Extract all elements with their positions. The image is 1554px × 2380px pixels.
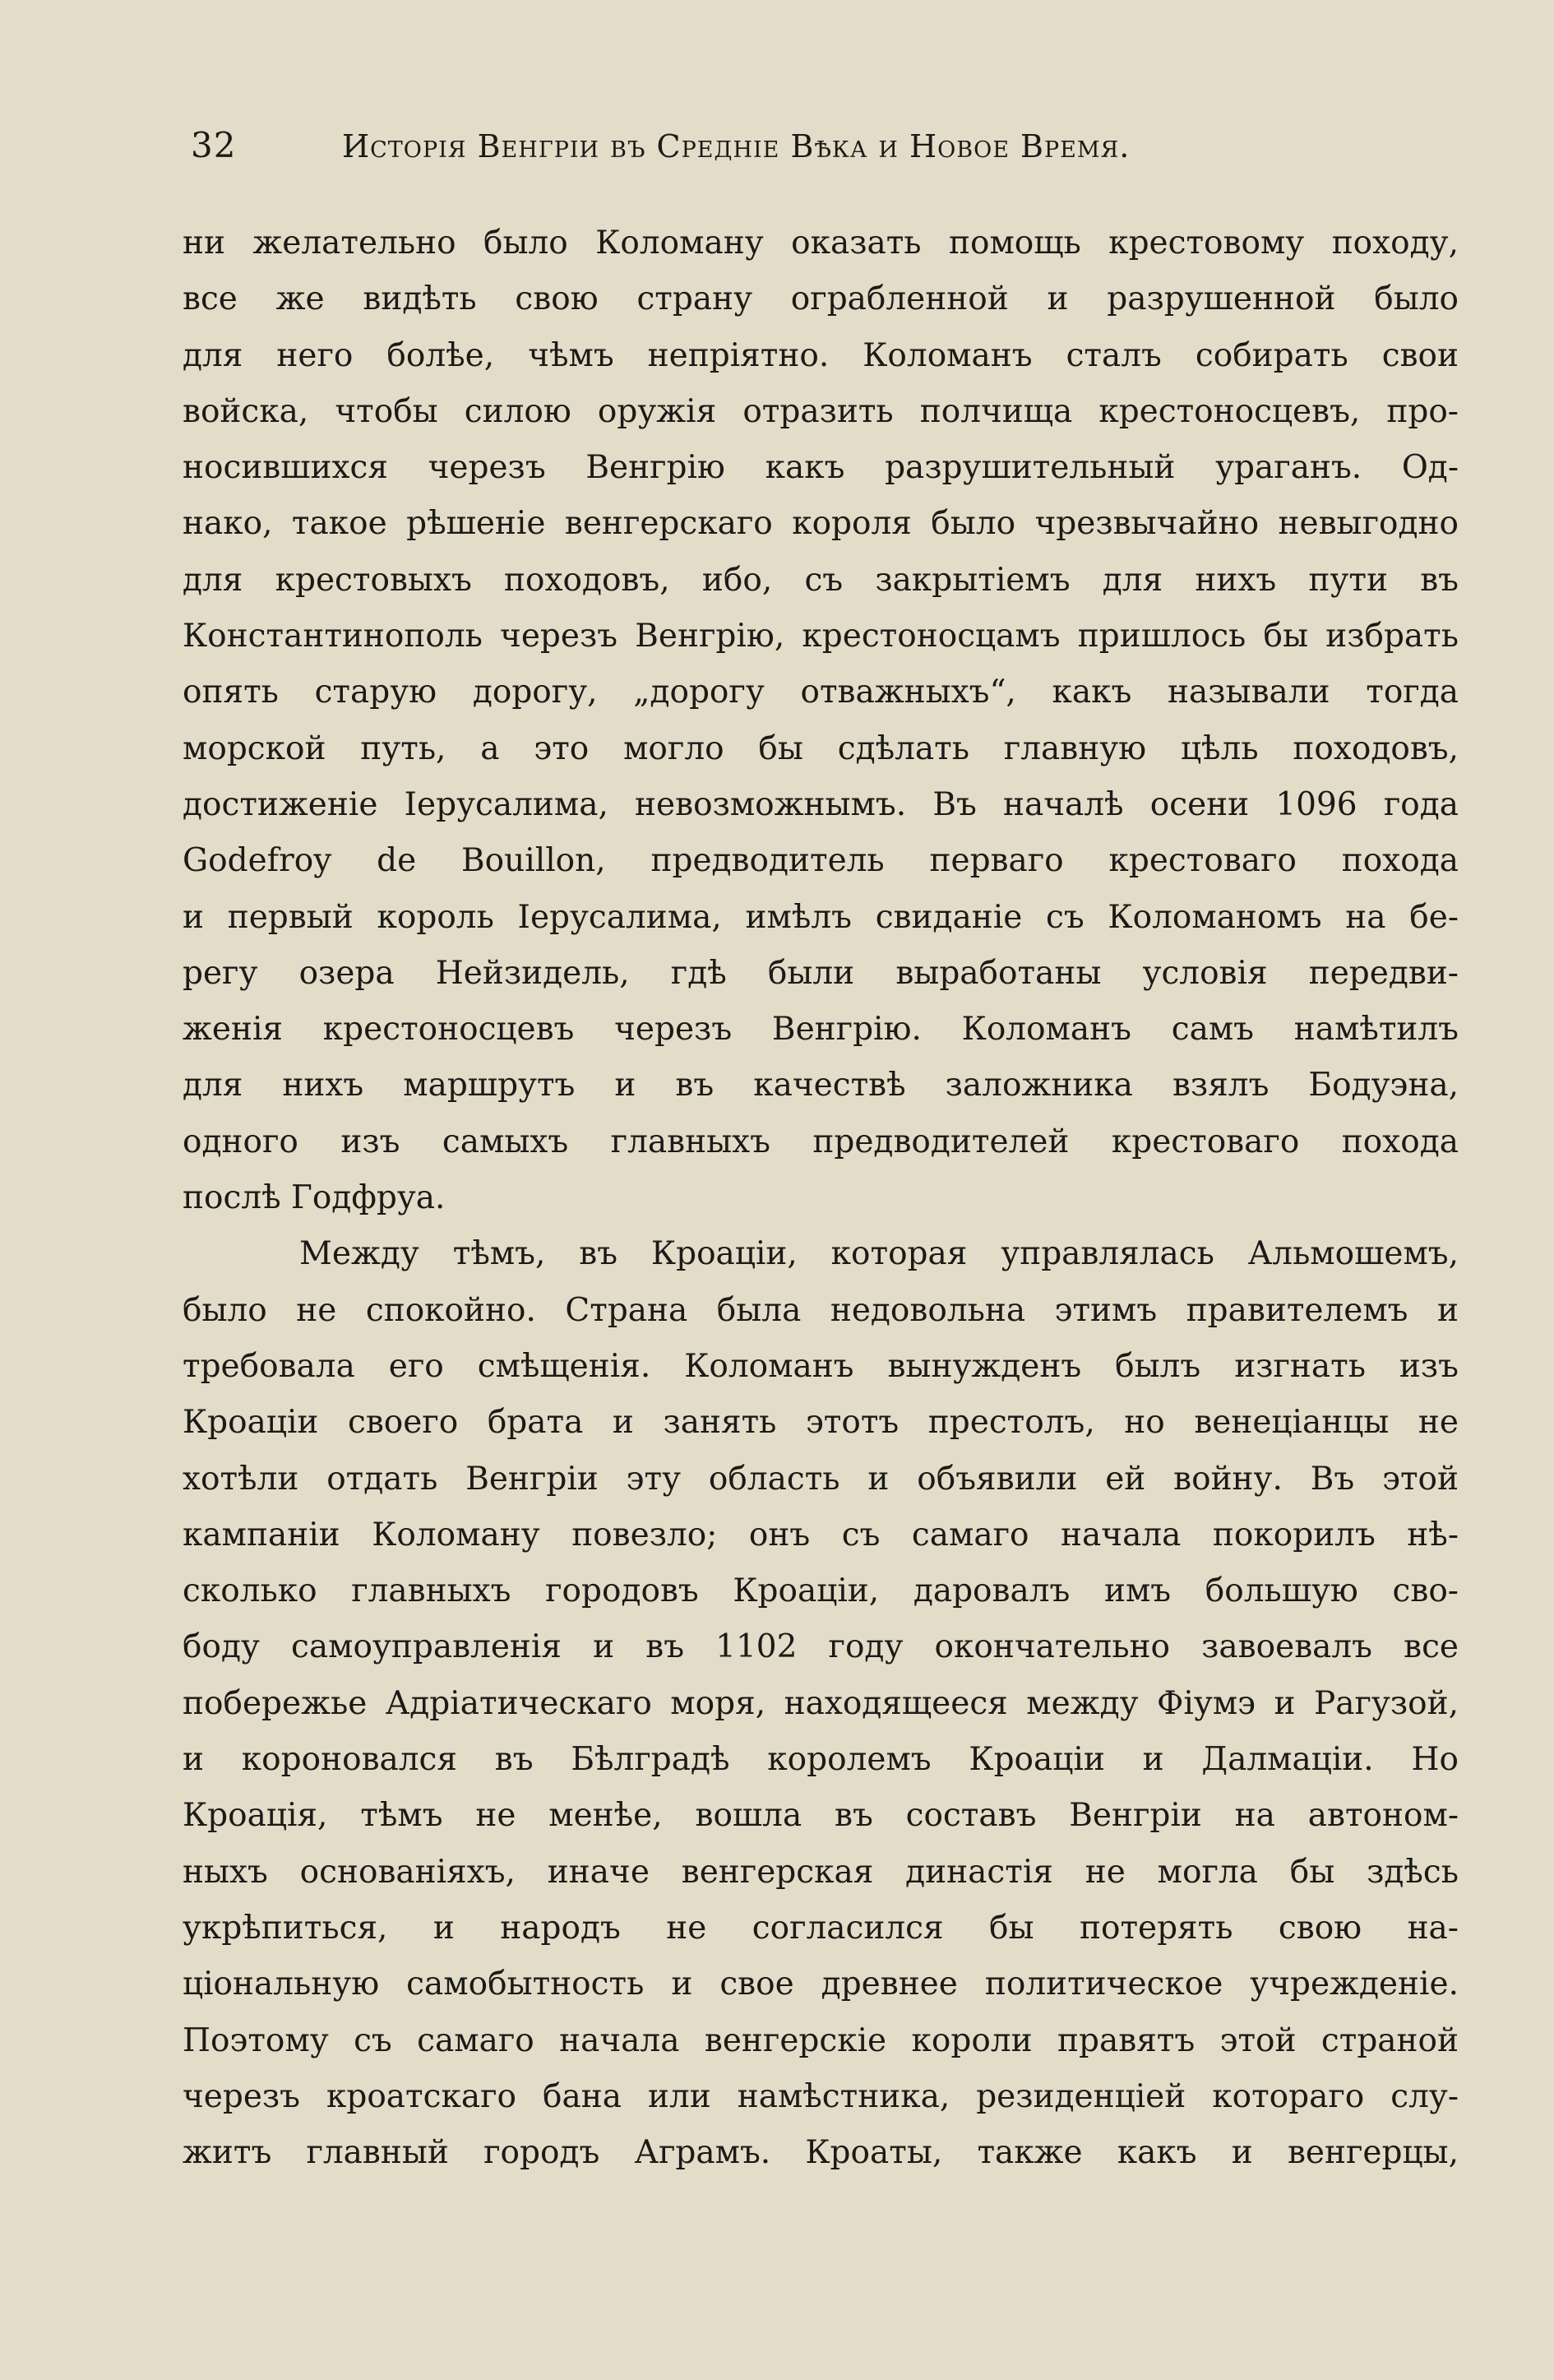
text-line: Между тѣмъ, въ Кроаціи, которая управлялась Альмошемъ, xyxy=(299,1235,1459,1273)
text-line: опять старую дорогу, „дорогу отважныхъ“, какъ называли тогда xyxy=(183,674,1459,711)
text-line: регу озера Нейзидель, гдѣ были выработаны условія передви- xyxy=(183,954,1459,992)
text-line: Кроація, тѣмъ не менѣе, вошла въ составъ Венгріи на автоном- xyxy=(183,1797,1459,1835)
text-line: послѣ Годфруа. xyxy=(183,1179,446,1217)
paragraph-1 xyxy=(183,215,1459,1226)
text-line: войска, чтобы силою оружія отразить полчища крестоносцевъ, про- xyxy=(183,392,1459,430)
text-line: черезъ кроатскаго бана или намѣстника, резиденціей котораго слу- xyxy=(183,2077,1459,2115)
text-line: Кроаціи своего брата и занять этотъ престолъ, но венеціанцы не xyxy=(183,1404,1459,1442)
text-line: ни желательно было Коломану оказать помощь крестовому походу, xyxy=(183,225,1459,262)
text-line: морской путь, а это могло бы сдѣлать главную цѣль походовъ, xyxy=(183,729,1459,767)
text-line: носившихся черезъ Венгрію какъ разрушительный ураганъ. Од- xyxy=(183,449,1459,487)
text-line: для крестовыхъ походовъ, ибо, съ закрытіемъ для нихъ пути въ xyxy=(183,561,1459,599)
text-line: женія крестоносцевъ черезъ Венгрію. Коломанъ самъ намѣтилъ xyxy=(183,1011,1459,1049)
text-line: для него болѣе, чѣмъ непріятно. Коломанъ сталъ собирать свои xyxy=(183,336,1459,374)
text-line: достиженіе Іерусалима, невозможнымъ. Въ началѣ осени 1096 года xyxy=(183,785,1459,823)
text-line: ныхъ основаніяхъ, иначе венгерская династія не могла бы здѣсь xyxy=(183,1853,1459,1891)
text-line: все же видѣть свою страну ограбленной и разрушенной было xyxy=(183,280,1459,318)
text-line: было не спокойно. Страна была недовольна этимъ правителемъ и xyxy=(183,1291,1459,1329)
text-line: требовала его смѣщенія. Коломанъ вынужденъ былъ изгнать изъ xyxy=(183,1347,1459,1385)
text-line: побережье Адріатическаго моря, находящееся между Фіумэ и Рагузой, xyxy=(183,1684,1459,1722)
text-line: житъ главный городъ Аграмъ. Кроаты, также какъ и венгерцы, xyxy=(183,2134,1459,2172)
paragraph-2 xyxy=(183,1226,1459,2181)
running-title: Исторія Венгріи въ Средніе Вѣка и Новое Время. xyxy=(342,128,1131,164)
text-line: и первый король Іерусалима, имѣлъ свиданіе съ Коломаномъ на бе- xyxy=(183,898,1459,936)
body-text xyxy=(183,215,1459,2181)
text-line: Godefroy de Bouillon, предводитель перваго крестоваго похода xyxy=(183,842,1459,880)
text-line: ціональную самобытность и свое древнее политическое учрежденіе. xyxy=(183,1966,1459,2003)
text-line: Константинополь черезъ Венгрію, крестоносцамъ пришлось бы избрать xyxy=(183,618,1459,655)
text-line: укрѣпиться, и народъ не согласился бы потерять свою на- xyxy=(183,1909,1459,1947)
text-line: Поэтому съ самаго начала венгерскіе короли правятъ этой страной xyxy=(183,2021,1459,2059)
text-line: сколько главныхъ городовъ Кроаціи, даровалъ имъ большую сво- xyxy=(183,1572,1459,1610)
page-number: 32 xyxy=(191,125,237,165)
text-line: одного изъ самыхъ главныхъ предводителей крестоваго похода xyxy=(183,1123,1459,1160)
text-line: для нихъ маршрутъ и въ качествѣ заложника взялъ Бодуэна, xyxy=(183,1067,1459,1104)
running-head xyxy=(191,125,1311,174)
text-line: нако, такое рѣшеніе венгерскаго короля было чрезвычайно невыгодно xyxy=(183,505,1459,543)
text-line: и короновался въ Бѣлградѣ королемъ Кроаціи и Далмаціи. Но xyxy=(183,1741,1459,1779)
text-line: хотѣли отдать Венгріи эту область и объявили ей войну. Въ этой xyxy=(183,1460,1459,1498)
text-line: кампаніи Коломану повезло; онъ съ самаго начала покорилъ нѣ- xyxy=(183,1516,1459,1553)
text-line: боду самоуправленія и въ 1102 году окончательно завоевалъ все xyxy=(183,1628,1459,1666)
